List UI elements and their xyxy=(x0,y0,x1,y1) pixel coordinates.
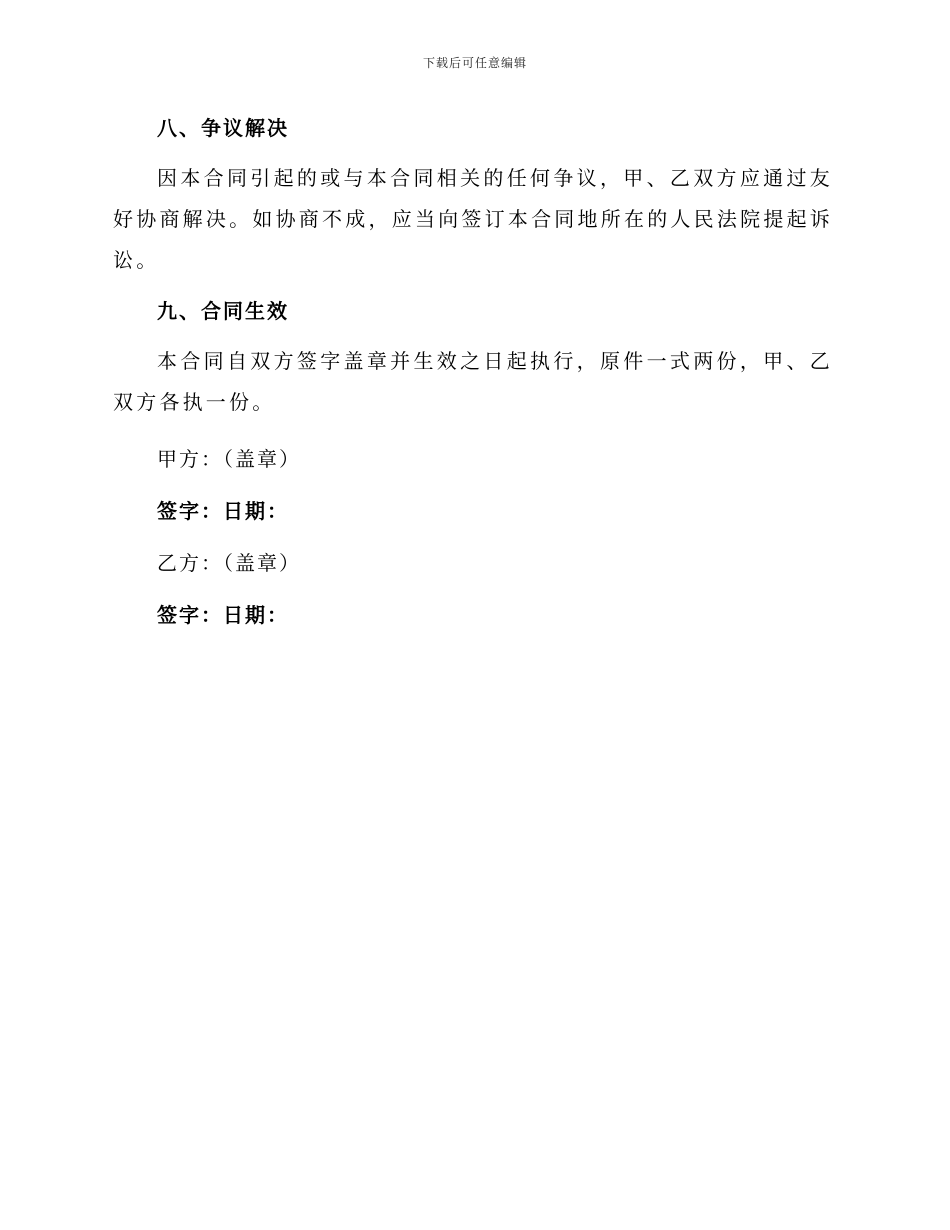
section-paragraph-effect: 本合同自双方签字盖章并生效之日起执行，原件一式两份，甲、乙双方各执一份。 xyxy=(113,349,833,414)
document-body xyxy=(113,112,833,631)
party-a-signature-date: 签字：日期： xyxy=(157,499,289,523)
party-b-seal: 乙方：（盖章） xyxy=(157,551,301,575)
section-paragraph-dispute: 因本合同引起的或与本合同相关的任何争议，甲、乙双方应通过友好协商解决。如协商不成，应当向签订本合同地所在的人民法院提起诉讼。 xyxy=(113,166,833,272)
party-a-seal: 甲方：（盖章） xyxy=(157,447,301,471)
party-b-signature-date: 签字：日期： xyxy=(157,603,289,627)
section-heading-dispute: 八、争议解决 xyxy=(157,116,289,140)
page-header-note: 下载后可任意编辑 xyxy=(422,56,527,70)
section-heading-effect: 九、合同生效 xyxy=(157,299,289,323)
